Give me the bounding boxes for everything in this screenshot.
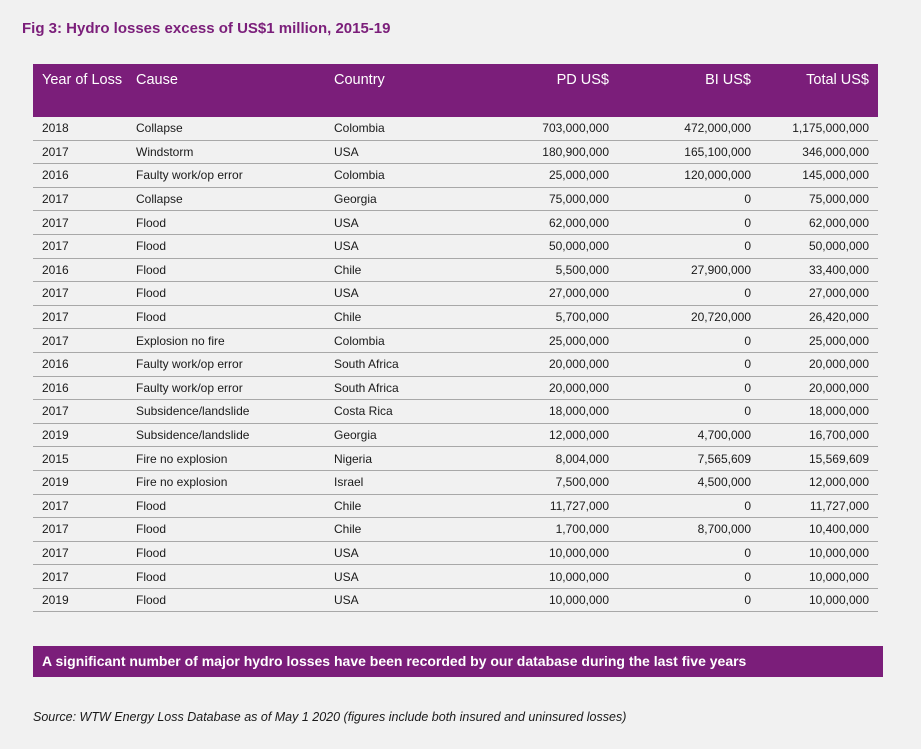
cell-year: 2016 (33, 164, 136, 188)
cell-cause: Flood (136, 565, 334, 589)
cell-total: 16,700,000 (751, 423, 878, 447)
cell-bi: 165,100,000 (609, 140, 751, 164)
table-row (33, 305, 878, 329)
cell-year: 2017 (33, 234, 136, 258)
cell-pd: 5,500,000 (464, 258, 609, 282)
cell-total: 12,000,000 (751, 470, 878, 494)
header-cause: Cause (136, 64, 334, 117)
cell-year: 2019 (33, 588, 136, 612)
cell-cause: Flood (136, 234, 334, 258)
cell-year: 2017 (33, 518, 136, 542)
cell-pd: 20,000,000 (464, 376, 609, 400)
table-row (33, 400, 878, 424)
cell-country: Georgia (334, 423, 464, 447)
cell-cause: Flood (136, 588, 334, 612)
cell-country: Chile (334, 305, 464, 329)
cell-bi: 0 (609, 282, 751, 306)
cell-pd: 25,000,000 (464, 329, 609, 353)
header-year: Year of Loss (33, 64, 136, 117)
cell-country: USA (334, 140, 464, 164)
cell-cause: Subsidence/landslide (136, 423, 334, 447)
cell-bi: 0 (609, 329, 751, 353)
cell-cause: Collapse (136, 187, 334, 211)
cell-year: 2017 (33, 211, 136, 235)
cell-pd: 11,727,000 (464, 494, 609, 518)
cell-bi: 27,900,000 (609, 258, 751, 282)
cell-country: Nigeria (334, 447, 464, 471)
cell-country: Georgia (334, 187, 464, 211)
table-row (33, 234, 878, 258)
cell-total: 11,727,000 (751, 494, 878, 518)
cell-pd: 5,700,000 (464, 305, 609, 329)
cell-bi: 472,000,000 (609, 117, 751, 140)
losses-table-container (33, 64, 878, 612)
cell-total: 10,000,000 (751, 541, 878, 565)
cell-country: USA (334, 234, 464, 258)
cell-country: South Africa (334, 376, 464, 400)
cell-total: 15,569,609 (751, 447, 878, 471)
header-country: Country (334, 64, 464, 117)
cell-pd: 27,000,000 (464, 282, 609, 306)
cell-country: USA (334, 541, 464, 565)
table-row (33, 352, 878, 376)
cell-pd: 180,900,000 (464, 140, 609, 164)
table-row (33, 258, 878, 282)
cell-bi: 0 (609, 234, 751, 258)
cell-bi: 0 (609, 565, 751, 589)
table-row (33, 187, 878, 211)
cell-total: 20,000,000 (751, 376, 878, 400)
cell-bi: 0 (609, 352, 751, 376)
cell-pd: 62,000,000 (464, 211, 609, 235)
cell-country: Chile (334, 258, 464, 282)
cell-cause: Windstorm (136, 140, 334, 164)
table-row (33, 541, 878, 565)
cell-year: 2016 (33, 258, 136, 282)
cell-total: 25,000,000 (751, 329, 878, 353)
table-row (33, 447, 878, 471)
cell-bi: 0 (609, 494, 751, 518)
table-row (33, 588, 878, 612)
cell-pd: 703,000,000 (464, 117, 609, 140)
losses-table (33, 64, 878, 612)
table-body (33, 117, 878, 612)
cell-year: 2018 (33, 117, 136, 140)
cell-year: 2017 (33, 541, 136, 565)
table-row (33, 117, 878, 140)
table-row (33, 470, 878, 494)
cell-bi: 0 (609, 588, 751, 612)
cell-year: 2017 (33, 565, 136, 589)
header-bi: BI US$ (609, 64, 751, 117)
cell-total: 346,000,000 (751, 140, 878, 164)
cell-cause: Explosion no fire (136, 329, 334, 353)
table-row (33, 211, 878, 235)
cell-pd: 20,000,000 (464, 352, 609, 376)
cell-cause: Faulty work/op error (136, 376, 334, 400)
cell-country: USA (334, 211, 464, 235)
cell-pd: 1,700,000 (464, 518, 609, 542)
cell-year: 2016 (33, 352, 136, 376)
cell-pd: 75,000,000 (464, 187, 609, 211)
cell-pd: 10,000,000 (464, 541, 609, 565)
cell-country: USA (334, 565, 464, 589)
cell-cause: Flood (136, 494, 334, 518)
header-total: Total US$ (751, 64, 878, 117)
cell-year: 2017 (33, 305, 136, 329)
cell-cause: Collapse (136, 117, 334, 140)
cell-country: Chile (334, 518, 464, 542)
table-row (33, 423, 878, 447)
cell-total: 75,000,000 (751, 187, 878, 211)
cell-cause: Subsidence/landslide (136, 400, 334, 424)
table-row (33, 164, 878, 188)
cell-cause: Fire no explosion (136, 447, 334, 471)
cell-country: Chile (334, 494, 464, 518)
cell-pd: 10,000,000 (464, 588, 609, 612)
cell-total: 10,400,000 (751, 518, 878, 542)
cell-cause: Flood (136, 211, 334, 235)
table-row (33, 329, 878, 353)
figure-title: Fig 3: Hydro losses excess of US$1 million, 2015-19 (22, 20, 391, 37)
cell-pd: 18,000,000 (464, 400, 609, 424)
cell-year: 2017 (33, 494, 136, 518)
cell-total: 10,000,000 (751, 565, 878, 589)
cell-country: Colombia (334, 164, 464, 188)
cell-bi: 0 (609, 187, 751, 211)
cell-pd: 25,000,000 (464, 164, 609, 188)
cell-cause: Flood (136, 541, 334, 565)
table-header (33, 64, 878, 117)
table-row (33, 376, 878, 400)
cell-bi: 0 (609, 376, 751, 400)
cell-country: Colombia (334, 329, 464, 353)
cell-total: 18,000,000 (751, 400, 878, 424)
cell-bi: 0 (609, 211, 751, 235)
cell-cause: Fire no explosion (136, 470, 334, 494)
cell-pd: 10,000,000 (464, 565, 609, 589)
cell-pd: 50,000,000 (464, 234, 609, 258)
cell-cause: Flood (136, 305, 334, 329)
cell-bi: 4,700,000 (609, 423, 751, 447)
cell-country: USA (334, 588, 464, 612)
cell-cause: Flood (136, 518, 334, 542)
cell-cause: Faulty work/op error (136, 164, 334, 188)
cell-pd: 8,004,000 (464, 447, 609, 471)
cell-country: Israel (334, 470, 464, 494)
source-note: Source: WTW Energy Loss Database as of May 1 2020 (figures include both insured and uninsured losses) (33, 710, 627, 724)
table-row (33, 282, 878, 306)
cell-total: 50,000,000 (751, 234, 878, 258)
cell-bi: 20,720,000 (609, 305, 751, 329)
cell-cause: Faulty work/op error (136, 352, 334, 376)
cell-year: 2017 (33, 187, 136, 211)
cell-cause: Flood (136, 282, 334, 306)
cell-bi: 0 (609, 400, 751, 424)
header-row (33, 64, 878, 117)
cell-year: 2017 (33, 329, 136, 353)
cell-bi: 7,565,609 (609, 447, 751, 471)
table-row (33, 565, 878, 589)
cell-total: 33,400,000 (751, 258, 878, 282)
table-row (33, 518, 878, 542)
cell-total: 10,000,000 (751, 588, 878, 612)
cell-year: 2015 (33, 447, 136, 471)
cell-year: 2019 (33, 470, 136, 494)
cell-year: 2019 (33, 423, 136, 447)
cell-total: 1,175,000,000 (751, 117, 878, 140)
cell-bi: 120,000,000 (609, 164, 751, 188)
cell-bi: 4,500,000 (609, 470, 751, 494)
cell-year: 2017 (33, 282, 136, 306)
cell-country: USA (334, 282, 464, 306)
cell-country: South Africa (334, 352, 464, 376)
cell-pd: 12,000,000 (464, 423, 609, 447)
cell-year: 2017 (33, 400, 136, 424)
cell-total: 20,000,000 (751, 352, 878, 376)
cell-country: Costa Rica (334, 400, 464, 424)
cell-total: 27,000,000 (751, 282, 878, 306)
cell-country: Colombia (334, 117, 464, 140)
header-pd: PD US$ (464, 64, 609, 117)
cell-bi: 0 (609, 541, 751, 565)
cell-cause: Flood (136, 258, 334, 282)
cell-pd: 7,500,000 (464, 470, 609, 494)
cell-year: 2017 (33, 140, 136, 164)
cell-total: 145,000,000 (751, 164, 878, 188)
table-row (33, 494, 878, 518)
table-row (33, 140, 878, 164)
cell-total: 62,000,000 (751, 211, 878, 235)
cell-year: 2016 (33, 376, 136, 400)
cell-total: 26,420,000 (751, 305, 878, 329)
key-finding-banner: A significant number of major hydro losses have been recorded by our database during the last five years (33, 646, 883, 677)
cell-bi: 8,700,000 (609, 518, 751, 542)
